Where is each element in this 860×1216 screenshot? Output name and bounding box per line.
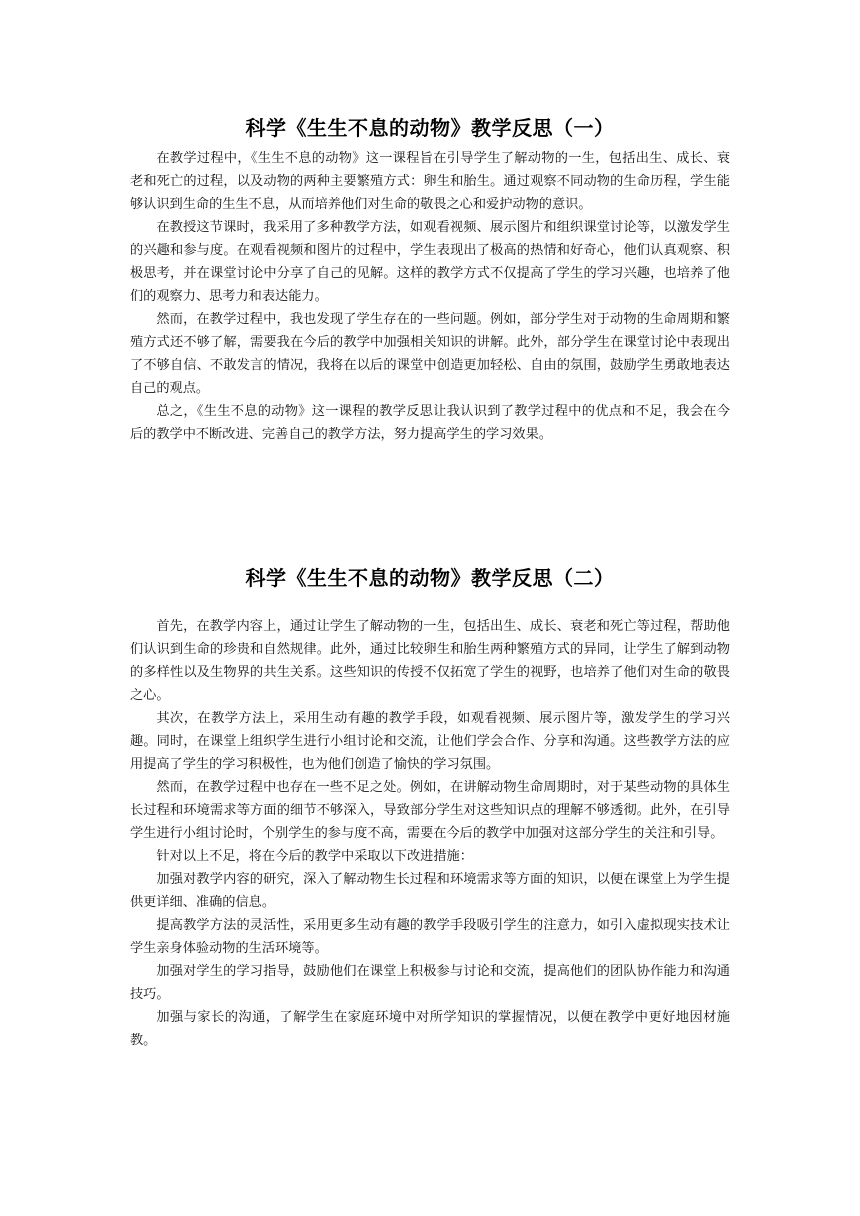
article-2-paragraph: 然而，在教学过程中也存在一些不足之处。例如，在讲解动物生命周期时，对于某些动物的具体生长过程和环境需求等方面的细节不够深入，导致部分学生对这些知识点的理解不够透彻。此外，在引导学生进行小组讨论时，个别学生的参与度不高，需要在今后的教学中加强对这部分学生的关注和引导。: [130, 780, 730, 841]
article-1-paragraph: 然而，在教学过程中，我也发现了学生存在的一些问题。例如，部分学生对于动物的生命周期和繁殖方式还不够了解，需要我在今后的教学中加强相关知识的讲解。此外，部分学生在课堂讨论中表现出了不够自信、不敢发言的情况，我将在以后的课堂中创造更加轻松、自由的氛围，鼓励学生勇敢地表达自己的观点。: [130, 312, 730, 396]
article-2-paragraph: 首先，在教学内容上，通过让学生了解动物的一生，包括出生、成长、衰老和死亡等过程，帮助他们认识到生命的珍贵和自然规律。此外，通过比较卵生和胎生两种繁殖方式的异同，让学生了解到动物的多样性以及生物界的共生关系。这些知识的传授不仅拓宽了学生的视野，也培养了他们对生命的敬畏之心。: [130, 619, 730, 703]
article-2-title: 科学《生生不息的动物》教学反思（二）: [245, 566, 615, 590]
article-2-paragraph: 提高教学方法的灵活性，采用更多生动有趣的教学手段吸引学生的注意力，如引入虚拟现实技术让学生亲身体验动物的生活环境等。: [130, 918, 730, 956]
article-2-paragraph: 加强对教学内容的研究，深入了解动物生长过程和环境需求等方面的知识，以便在课堂上为学生提供更详细、准确的信息。: [130, 872, 730, 910]
article-1-paragraph: 总之，《生生不息的动物》这一课程的教学反思让我认识到了教学过程中的优点和不足，我会在今后的教学中不断改进、完善自己的教学方法，努力提高学生的学习效果。: [130, 404, 730, 442]
article-1-paragraph: 在教授这节课时，我采用了多种教学方法，如观看视频、展示图片和组织课堂讨论等，以激发学生的兴趣和参与度。在观看视频和图片的过程中，学生表现出了极高的热情和好奇心，他们认真观察、积极思考，并在课堂讨论中分享了自己的见解。这样的教学方式不仅提高了学生的学习兴趣，也培养了他们的观察力、思考力和表达能力。: [130, 220, 730, 304]
article-2-paragraph: 加强对学生的学习指导，鼓励他们在课堂上积极参与讨论和交流，提高他们的团队协作能力和沟通技巧。: [130, 964, 730, 1002]
article-2-paragraph: 针对以上不足，将在今后的教学中采取以下改进措施：: [156, 849, 473, 864]
article-1-paragraph: 在教学过程中，《生生不息的动物》这一课程旨在引导学生了解动物的一生，包括出生、成长、衰老和死亡的过程，以及动物的两种主要繁殖方式：卵生和胎生。通过观察不同动物的生命历程，学生能够认识到生命的生生不息，从而培养他们对生命的敬畏之心和爱护动物的意识。: [130, 151, 730, 212]
article-2-paragraph: 其次，在教学方法上，采用生动有趣的教学手段，如观看视频、展示图片等，激发学生的学习兴趣。同时，在课堂上组织学生进行小组讨论和交流，让他们学会合作、分享和沟通。这些教学方法的应用提高了学生的学习积极性，也为他们创造了愉快的学习氛围。: [130, 711, 730, 772]
article-1-title: 科学《生生不息的动物》教学反思（一）: [245, 116, 615, 140]
article-2-paragraph: 加强与家长的沟通，了解学生在家庭环境中对所学知识的掌握情况，以便在教学中更好地因材施教。: [130, 1010, 730, 1048]
article-1: [130, 112, 730, 446]
article-2: [130, 562, 730, 1052]
